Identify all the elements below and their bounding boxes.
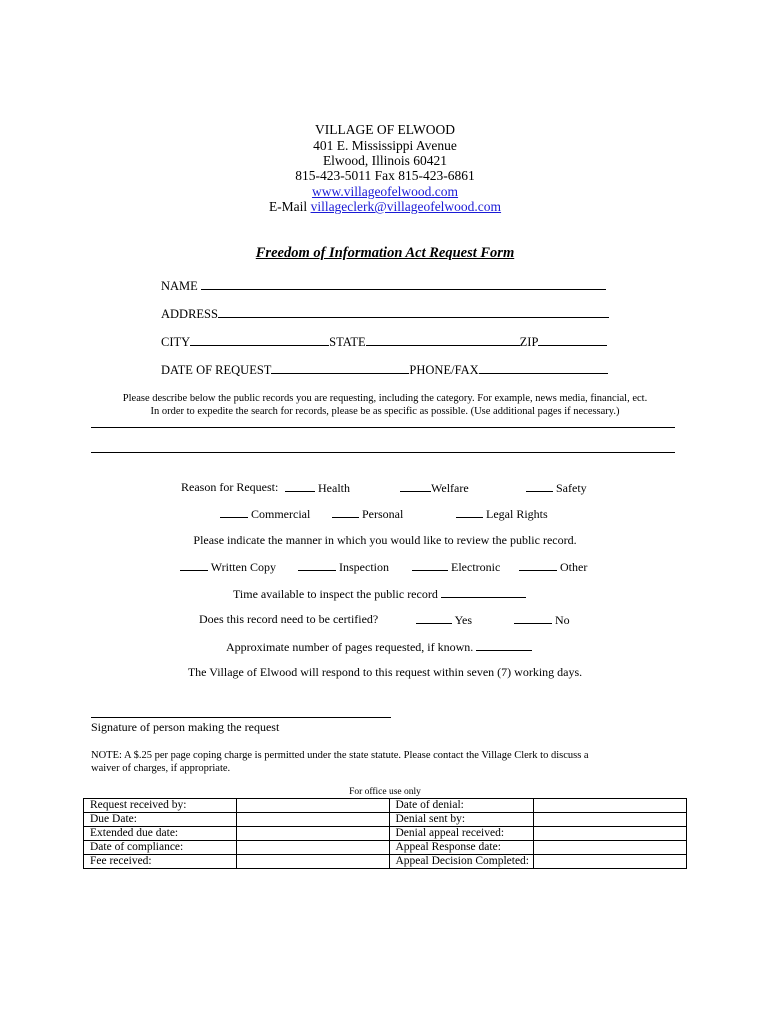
- no-label: No: [555, 613, 570, 627]
- health-blank[interactable]: [285, 480, 315, 492]
- zip-field[interactable]: [538, 334, 607, 346]
- office-left-value[interactable]: [236, 855, 389, 869]
- commercial-label: Commercial: [251, 507, 311, 521]
- office-right-value[interactable]: [534, 855, 687, 869]
- org-city: Elwood, Illinois 60421: [322, 153, 448, 168]
- office-left-label: Due Date:: [84, 813, 237, 827]
- no-blank[interactable]: [514, 612, 552, 624]
- manner-electronic[interactable]: [412, 559, 500, 575]
- table-row: [84, 813, 687, 827]
- office-right-label: Date of denial:: [389, 799, 534, 813]
- respond-text: The Village of Elwood will respond to this request within seven (7) working days.: [187, 665, 583, 679]
- office-right-value[interactable]: [534, 827, 687, 841]
- health-label: Health: [318, 481, 350, 495]
- other-label: Other: [560, 560, 588, 574]
- office-left-label: Date of compliance:: [84, 841, 237, 855]
- office-right-label: Denial appeal received:: [389, 827, 534, 841]
- reason-health[interactable]: [285, 480, 350, 496]
- inspection-label: Inspection: [339, 560, 389, 574]
- personal-label: Personal: [362, 507, 404, 521]
- signature-line[interactable]: [91, 717, 391, 718]
- email-row: [0, 199, 770, 215]
- safety-blank[interactable]: [526, 480, 553, 492]
- date-field[interactable]: [271, 362, 409, 374]
- org-name: VILLAGE OF ELWOOD: [315, 122, 455, 137]
- office-caption: For office use only: [349, 787, 421, 797]
- manner-inspection[interactable]: [298, 559, 389, 575]
- welfare-label: Welfare: [431, 481, 469, 495]
- office-right-label: Denial sent by:: [389, 813, 534, 827]
- instructions-line-2: In order to expedite the search for records, please be as specific as possible. (Use additional pages if necessary.): [150, 406, 620, 417]
- office-left-label: Request received by:: [84, 799, 237, 813]
- reason-welfare[interactable]: [400, 480, 469, 496]
- signature-label: Signature of person making the request: [91, 720, 280, 734]
- pages-field[interactable]: [476, 639, 532, 651]
- description-line-1[interactable]: [91, 427, 675, 428]
- written-label: Written Copy: [210, 560, 276, 574]
- time-field[interactable]: [441, 586, 526, 598]
- name-row: [161, 278, 606, 294]
- welfare-blank[interactable]: [400, 480, 431, 492]
- reason-commercial[interactable]: [220, 506, 310, 522]
- state-label: STATE: [329, 335, 366, 349]
- safety-label: Safety: [556, 481, 587, 495]
- office-right-label: Appeal Response date:: [389, 841, 534, 855]
- form-title: Freedom of Information Act Request Form: [255, 245, 515, 261]
- pages-label: Approximate number of pages requested, if known.: [226, 640, 474, 654]
- legal-label: Legal Rights: [486, 507, 548, 521]
- electronic-label: Electronic: [451, 560, 501, 574]
- date-phone-row: [161, 362, 608, 378]
- office-left-label: Extended due date:: [84, 827, 237, 841]
- office-right-value[interactable]: [534, 841, 687, 855]
- yes-blank[interactable]: [416, 612, 452, 624]
- office-left-value[interactable]: [236, 799, 389, 813]
- office-left-value[interactable]: [236, 841, 389, 855]
- office-left-value[interactable]: [236, 827, 389, 841]
- city-field[interactable]: [190, 334, 329, 346]
- personal-blank[interactable]: [332, 506, 359, 518]
- address-row: [161, 306, 609, 322]
- manner-prompt: Please indicate the manner in which you would like to review the public record.: [193, 533, 577, 547]
- email-link[interactable]: villageclerk@villageofelwood.com: [310, 199, 502, 214]
- org-phone: 815-423-5011 Fax 815-423-6861: [295, 168, 475, 183]
- table-row: [84, 827, 687, 841]
- time-row: [233, 586, 526, 602]
- reason-personal[interactable]: [332, 506, 403, 522]
- description-line-2[interactable]: [91, 452, 675, 453]
- city-label: CITY: [161, 335, 191, 349]
- pages-row: [226, 639, 532, 655]
- state-field[interactable]: [366, 334, 520, 346]
- certified-question: Does this record need to be certified?: [199, 612, 379, 626]
- email-label: E-Mail: [268, 199, 308, 214]
- office-right-value[interactable]: [534, 813, 687, 827]
- address-field[interactable]: [218, 306, 609, 318]
- other-blank[interactable]: [519, 559, 557, 571]
- reason-safety[interactable]: [526, 480, 587, 496]
- city-state-zip-row: [161, 334, 607, 350]
- legal-blank[interactable]: [456, 506, 483, 518]
- org-address: 401 E. Mississippi Avenue: [313, 138, 457, 153]
- phone-label: PHONE/FAX: [409, 363, 479, 377]
- office-right-label: Appeal Decision Completed:: [389, 855, 534, 869]
- electronic-blank[interactable]: [412, 559, 448, 571]
- zip-label: ZIP: [519, 335, 539, 349]
- website-row: [0, 184, 770, 200]
- written-blank[interactable]: [180, 559, 208, 571]
- office-left-label: Fee received:: [84, 855, 237, 869]
- office-table: [83, 798, 687, 869]
- phone-field[interactable]: [479, 362, 608, 374]
- manner-written[interactable]: [180, 559, 276, 575]
- reason-label: Reason for Request:: [181, 480, 279, 494]
- certified-yes[interactable]: [416, 612, 472, 628]
- commercial-blank[interactable]: [220, 506, 248, 518]
- office-left-value[interactable]: [236, 813, 389, 827]
- table-row: [84, 799, 687, 813]
- date-label: DATE OF REQUEST: [161, 363, 272, 377]
- reason-legal[interactable]: [456, 506, 548, 522]
- table-row: [84, 855, 687, 869]
- time-label: Time available to inspect the public record: [233, 587, 438, 601]
- inspection-blank[interactable]: [298, 559, 336, 571]
- office-right-value[interactable]: [534, 799, 687, 813]
- note-line-1: NOTE: A $.25 per page coping charge is permitted under the state statute. Please contact the Village Clerk to discuss a: [91, 750, 589, 761]
- table-row: [84, 841, 687, 855]
- website-link[interactable]: www.villageofelwood.com: [311, 184, 459, 199]
- certified-no[interactable]: [514, 612, 570, 628]
- note-line-2: waiver of charges, if appropriate.: [91, 763, 231, 774]
- address-label: ADDRESS: [161, 307, 218, 321]
- manner-other[interactable]: [519, 559, 587, 575]
- instructions-line-1: Please describe below the public records you are requesting, including the category. For example, news media, financial, ect.: [122, 393, 648, 404]
- name-label: NAME: [161, 279, 198, 293]
- name-field[interactable]: [201, 278, 606, 290]
- yes-label: Yes: [454, 613, 473, 627]
